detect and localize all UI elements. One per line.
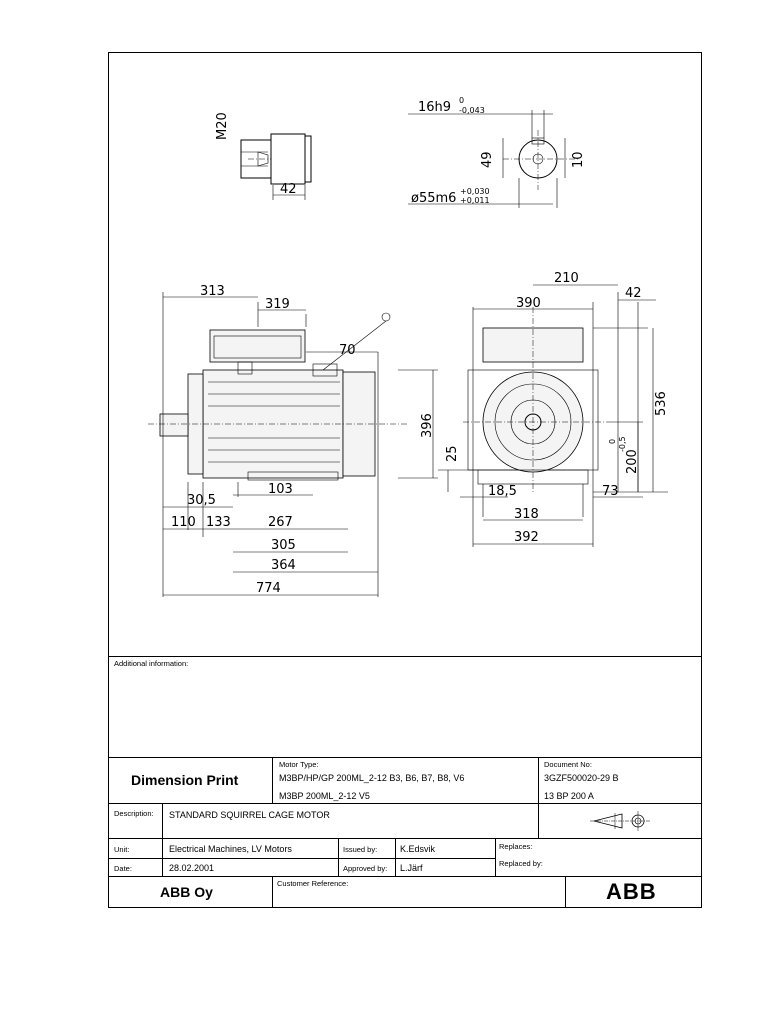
dim-18-5: 18,5 [488, 484, 517, 499]
unit-col [162, 838, 163, 876]
dia-tol-lower: +0,011 [460, 196, 490, 205]
dim-305: 305 [271, 538, 296, 553]
customer-reference-label: Customer Reference: [277, 879, 349, 888]
dim-73: 73 [602, 484, 619, 499]
abb-logo: ABB [606, 879, 657, 904]
shaft-depth-dim: 42 [280, 182, 297, 197]
shaft-thread-dim: M20 [215, 112, 230, 140]
date-label: Date: [114, 864, 132, 873]
dim-200: 200 [625, 449, 640, 474]
issued-col [338, 838, 339, 876]
issued-by-value: K.Edsvik [400, 844, 436, 854]
issued-value-col [395, 838, 396, 876]
motor-type-line2: M3BP 200ML_2-12 V5 [279, 791, 370, 801]
key-width-dim: 16h9 [418, 100, 452, 115]
title-block-top [108, 757, 702, 758]
shaft-height-dim: 49 [480, 151, 495, 168]
title-block-row3 [108, 838, 702, 839]
dim-364: 364 [271, 558, 296, 573]
dim-319: 319 [265, 297, 290, 312]
title-block-row3-mid [108, 858, 495, 859]
motor-technical-drawing [108, 52, 702, 656]
approved-by-value: L.Järf [400, 863, 423, 873]
description-col [162, 803, 163, 838]
dim-200-tol-lower: -0,5 [618, 436, 627, 452]
approved-by-label: Approved by: [343, 864, 388, 873]
additional-info-divider [108, 656, 702, 657]
dim-267: 267 [268, 515, 293, 530]
dim-536: 536 [654, 391, 669, 416]
dim-392: 392 [514, 530, 539, 545]
dim-313: 313 [200, 284, 225, 299]
dim-200-tol-upper: 0 [608, 438, 617, 444]
replaces-col [495, 838, 496, 876]
company-name: ABB Oy [160, 884, 213, 900]
title-block-row2 [108, 803, 702, 804]
unit-value: Electrical Machines, LV Motors [169, 844, 292, 854]
dim-103: 103 [268, 482, 293, 497]
key-tol-upper: 0 [459, 96, 465, 105]
dim-25: 25 [445, 445, 460, 462]
projection-symbol-icon [590, 807, 652, 835]
document-no-label: Document No: [544, 760, 592, 769]
replaced-by-label: Replaced by: [499, 859, 543, 868]
motor-type-line1: M3BP/HP/GP 200ML_2-12 B3, B6, B7, B8, V6 [279, 773, 465, 783]
motor-front-view [438, 285, 668, 547]
dim-70: 70 [339, 343, 356, 358]
logo-col [565, 876, 566, 908]
dim-42: 42 [625, 286, 642, 301]
key-depth-dim: 10 [571, 151, 586, 168]
dim-318: 318 [514, 507, 539, 522]
shaft-diameter-dim: ø55m6 [411, 191, 457, 206]
dia-tol-upper: +0,030 [460, 187, 490, 196]
dim-774: 774 [256, 581, 281, 596]
company-col [272, 876, 273, 908]
dim-30-5: 30,5 [187, 493, 216, 508]
description-label: Description: [114, 809, 154, 818]
description-value: STANDARD SQUIRREL CAGE MOTOR [169, 810, 330, 820]
date-value: 28.02.2001 [169, 863, 215, 873]
dim-396: 396 [420, 413, 435, 438]
dim-110: 110 [171, 515, 196, 530]
dim-210: 210 [554, 271, 579, 286]
document-no: 3GZF500020-29 B [544, 773, 619, 783]
document-sub-no: 13 BP 200 A [544, 791, 594, 801]
dim-133: 133 [206, 515, 231, 530]
title-col-1 [272, 757, 273, 803]
document-title: Dimension Print [131, 772, 239, 788]
title-col-2 [538, 757, 539, 838]
issued-by-label: Issued by: [343, 845, 378, 854]
replaces-label: Replaces: [499, 842, 533, 851]
key-tol-lower: -0,043 [459, 106, 485, 115]
shaft-end-detail [241, 134, 311, 200]
title-block-row4 [108, 876, 702, 877]
motor-type-label: Motor Type: [279, 760, 319, 769]
dim-390: 390 [516, 296, 541, 311]
additional-info-label: Additional information: [114, 659, 189, 668]
unit-label: Unit: [114, 845, 130, 854]
